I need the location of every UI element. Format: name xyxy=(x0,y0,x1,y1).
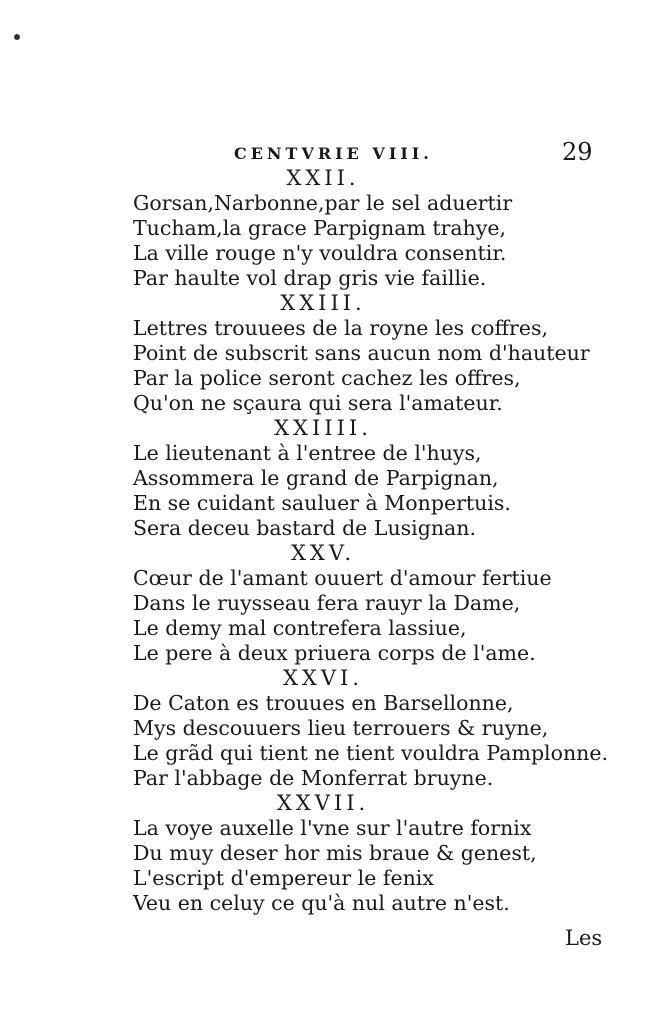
verse-line: Point de subscrit sans aucun nom d'hauteur xyxy=(133,341,590,365)
running-head: CENTVRIE VIII. xyxy=(234,144,433,163)
quatrain xyxy=(133,416,603,541)
verse-line: La voye auxelle l'vne sur l'autre fornix xyxy=(133,816,532,840)
quatrain xyxy=(133,291,603,416)
quatrain-number: XXIII. xyxy=(280,291,366,315)
verse-line: Dans le ruysseau fera rauyr la Dame, xyxy=(133,591,521,615)
verse-line: La ville rouge n'y vouldra consentir. xyxy=(133,241,507,265)
verse-line: Par la police seront cachez les offres, xyxy=(133,366,521,390)
verse-line: Cœur de l'amant ouuert d'amour fertiue xyxy=(133,566,552,590)
verse-line: Assommera le grand de Parpignan, xyxy=(133,466,499,490)
quatrain xyxy=(133,791,603,916)
verse-line: Lettres trouuees de la royne les coffres, xyxy=(133,316,548,340)
quatrain-number: XXV. xyxy=(290,541,356,565)
verse-line: Qu'on ne sçaura qui sera l'amateur. xyxy=(133,391,503,415)
verse-line: Le lieutenant à l'entree de l'huys, xyxy=(133,441,482,465)
page-number: 29 xyxy=(562,138,593,166)
verse-line: Mys descouuers lieu terrouers & ruyne, xyxy=(133,716,549,740)
quatrains-block xyxy=(133,166,609,916)
verse-line: En se cuidant sauluer à Monpertuis. xyxy=(133,491,511,515)
verse-line: Gorsan,Narbonne,par le sel aduertir xyxy=(133,191,513,215)
quatrain-number: XXVI. xyxy=(282,666,364,690)
quatrain-number: XXVII. xyxy=(276,791,370,815)
quatrain-number: XXIIII. xyxy=(274,416,372,440)
quatrain xyxy=(133,666,609,791)
quatrain xyxy=(133,541,603,666)
verse-line: Le pere à deux priuera corps de l'ame. xyxy=(133,641,536,665)
quatrain-number: XXII. xyxy=(286,166,360,190)
verse-line: Sera deceu bastard de Lusignan. xyxy=(133,516,476,540)
verse-line: Veu en celuy ce qu'à nul autre n'est. xyxy=(133,891,510,915)
quatrain xyxy=(133,166,603,291)
verse-line: Le grãd qui tient ne tient vouldra Pamplonne. xyxy=(133,741,609,765)
verse-line: L'escript d'empereur le fenix xyxy=(133,866,434,890)
ink-speck xyxy=(14,34,20,40)
verse-line: Tucham,la grace Parpignam trahye, xyxy=(133,216,507,240)
verse-line: Du muy deser hor mis braue & genest, xyxy=(133,841,537,865)
catchword: Les xyxy=(565,926,603,950)
verse-line: Par haulte vol drap gris vie faillie. xyxy=(133,266,487,290)
verse-line: De Caton es trouues en Barsellonne, xyxy=(133,691,514,715)
verse-line: Le demy mal contrefera lassiue, xyxy=(133,616,467,640)
verse-line: Par l'abbage de Monferrat bruyne. xyxy=(133,766,494,790)
